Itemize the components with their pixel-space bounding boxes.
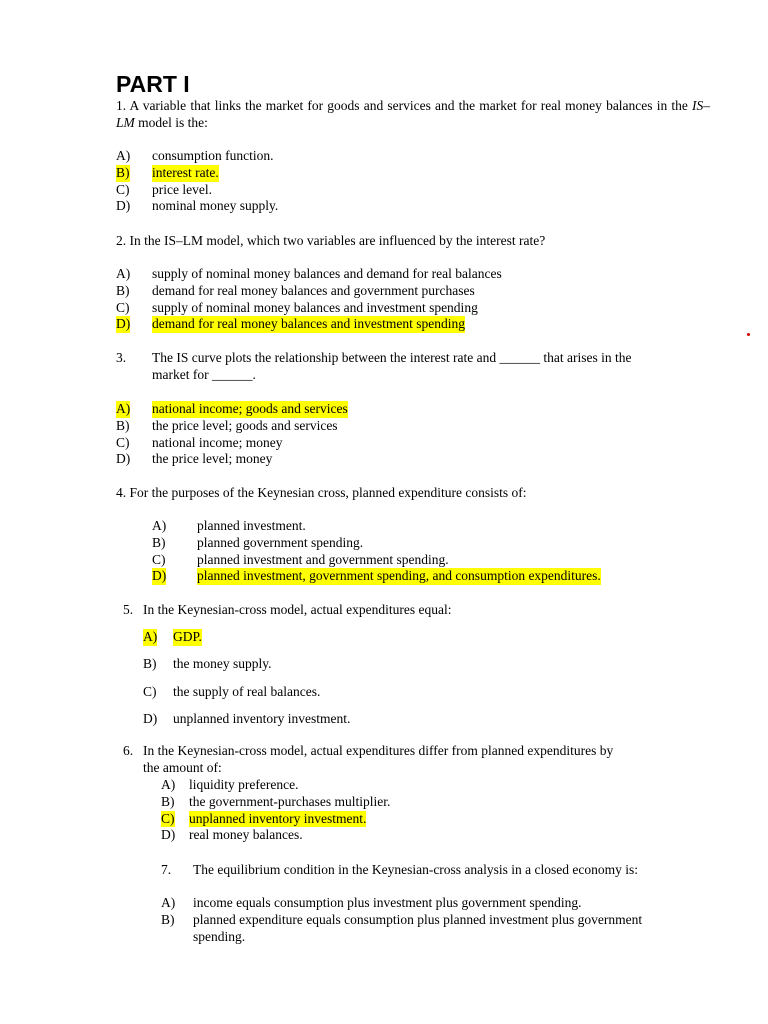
option-text: the price level; goods and services [152,417,338,433]
question-4 [116,485,710,502]
question-3-options [116,401,710,468]
question-1-options [116,148,710,215]
question-4-text: 4. For the purposes of the Keynesian cross, planned expenditure consists of: [116,485,527,500]
option-row [143,684,713,701]
option-label: B) [161,793,175,809]
option-row [116,182,710,199]
option-text: real money balances. [189,827,303,843]
option-label: C) [116,299,130,315]
option-text: planned expenditure equals consumption plus planned investment plus government [193,911,643,927]
option-label: D) [143,710,158,726]
question-number: 5. [123,602,134,617]
option-row-highlighted [116,316,710,333]
option-row [161,794,711,811]
option-row-continuation [161,929,711,946]
option-text-answer: unplanned inventory investment. [189,810,367,826]
question-7-text: The equilibrium condition in the Keynesian-cross analysis in a closed economy is: [193,862,639,877]
option-text: the price level; money [152,451,273,467]
question-6-line-1 [123,743,713,760]
option-label: D) [152,568,167,584]
option-label: A) [143,629,158,644]
option-label: A) [116,148,131,163]
option-row-highlighted [143,629,713,646]
option-text: planned investment and government spending. [197,551,449,567]
question-1-text [116,98,710,132]
question-2 [116,233,710,250]
question-3-line-2 [116,367,710,384]
option-label: D) [116,198,131,214]
option-row [116,300,710,317]
option-row-highlighted [152,568,712,585]
option-label: C) [143,683,157,699]
option-label: A) [116,266,131,281]
option-label: D) [161,827,176,843]
option-label: B) [143,656,157,672]
option-text-continuation: spending. [193,928,246,944]
question-7-line [161,862,711,879]
option-label: B) [116,417,130,433]
option-text: the supply of real balances. [173,683,321,699]
question-5 [123,602,713,619]
option-row [116,283,710,300]
question-6-options [161,777,711,844]
question-3 [116,350,710,384]
question-number: 3. [116,350,127,365]
option-label: A) [116,401,131,416]
option-label: D) [116,451,131,467]
option-label: C) [116,434,130,450]
question-5-text: In the Keynesian-cross model, actual expenditures equal: [143,602,452,617]
question-5-options [143,629,713,728]
option-label: A) [161,895,176,910]
question-6-text-line-2: the amount of: [143,759,222,775]
question-6-text-line-1: In the Keynesian-cross model, actual expenditures differ from planned expenditures by [143,743,614,758]
question-1-text-start: 1. A variable that links the market for goods and services and the market for real money balances in the [116,98,692,113]
option-text: planned investment. [197,518,306,533]
option-label: C) [152,551,166,567]
option-label: A) [152,518,167,533]
option-text-answer: planned investment, government spending, and consumption expenditures. [197,568,601,584]
option-row-highlighted [161,811,711,828]
option-row-highlighted [116,165,710,182]
option-label: B) [161,911,175,927]
option-row-highlighted [116,401,710,418]
option-row [116,198,710,215]
question-4-options [152,518,712,585]
option-row [152,535,712,552]
option-text: planned government spending. [197,534,364,550]
option-row [152,518,712,535]
question-3-text-line-2: market for ______. [152,366,256,382]
option-text-answer: national income; goods and services [152,401,348,416]
question-7-options [161,895,711,945]
option-label: B) [152,534,166,550]
option-text: income equals consumption plus investment plus government spending. [193,895,582,910]
option-text: demand for real money balances and government purchases [152,282,475,298]
option-text-answer: interest rate. [152,164,219,180]
option-row [116,418,710,435]
option-text: supply of nominal money balances and investment spending [152,299,478,315]
option-label: C) [116,181,130,197]
option-label: D) [116,316,131,332]
option-row [143,711,713,728]
question-number: 6. [123,743,134,758]
red-mark-dot [747,333,750,336]
question-5-line [123,602,713,619]
option-row [152,552,712,569]
option-row [161,912,711,929]
option-row [116,266,710,283]
question-3-text-line-1: The IS curve plots the relationship between the interest rate and ______ that arises in the [152,350,632,365]
option-row [161,827,711,844]
option-text-answer: demand for real money balances and investment spending [152,316,466,332]
option-row [116,451,710,468]
option-row [161,895,711,912]
option-label: B) [116,164,130,180]
question-1-model-name: IS–LM [116,98,710,130]
question-3-line-1 [116,350,710,367]
question-2-options [116,266,710,333]
option-row [116,148,710,165]
option-text: consumption function. [152,148,274,163]
option-row [143,656,713,673]
option-text: the government-purchases multiplier. [189,793,391,809]
option-text: nominal money supply. [152,198,279,214]
option-label: B) [116,282,130,298]
page-title: PART I [116,71,190,97]
option-text-answer: GDP. [173,629,202,644]
option-text: supply of nominal money balances and demand for real balances [152,266,502,281]
option-text: liquidity preference. [189,777,299,792]
option-label: C) [161,810,175,826]
question-1 [116,98,710,132]
question-7 [161,862,711,879]
option-label: A) [161,777,176,792]
option-text: the money supply. [173,656,272,672]
option-text: national income; money [152,434,283,450]
option-text: unplanned inventory investment. [173,710,351,726]
question-number: 7. [161,862,172,877]
option-row [116,435,710,452]
question-1-text-end: model is the: [134,114,208,130]
option-row [161,777,711,794]
question-2-text: 2. In the IS–LM model, which two variables are influenced by the interest rate? [116,233,546,248]
option-text: price level. [152,181,212,197]
question-6 [123,743,713,777]
question-6-line-2 [123,760,713,777]
